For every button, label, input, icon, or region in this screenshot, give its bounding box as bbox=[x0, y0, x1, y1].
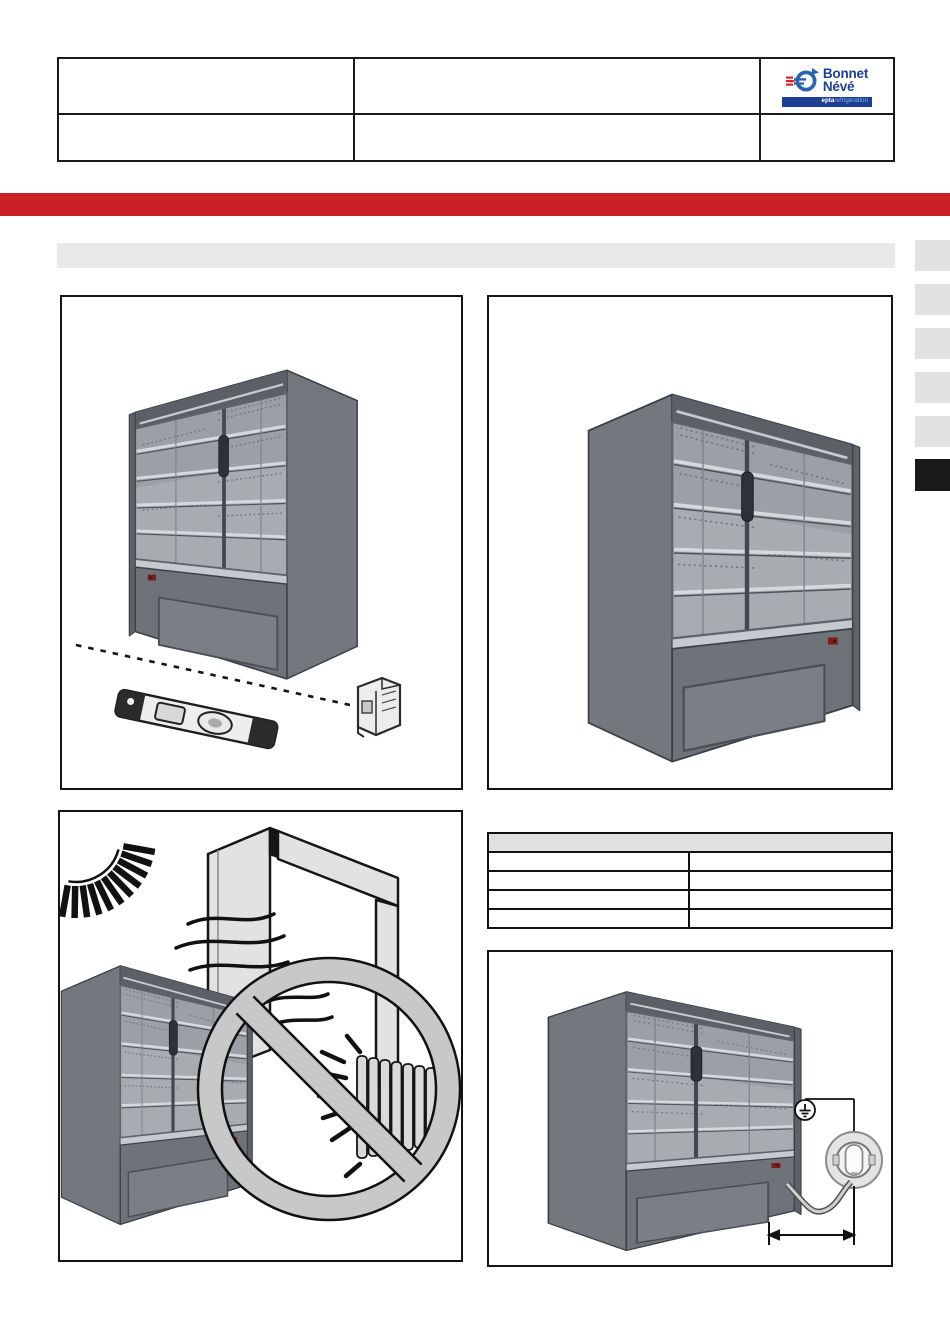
bonnet-neve-logo-icon bbox=[786, 66, 820, 96]
header-table bbox=[57, 57, 895, 162]
spec-table-row bbox=[489, 853, 891, 872]
logo-epta-bold: epta bbox=[821, 97, 835, 105]
tape-measure-icon bbox=[358, 678, 400, 737]
side-tab-active bbox=[915, 459, 950, 491]
bonnet-neve-logo bbox=[782, 66, 872, 107]
spec-cell-label bbox=[489, 853, 690, 870]
side-tab-4 bbox=[915, 372, 950, 403]
header-cell-r1c1 bbox=[355, 115, 761, 160]
spec-cell-label bbox=[489, 910, 690, 927]
header-cell-r1c0 bbox=[59, 115, 355, 160]
spec-cell-value bbox=[690, 853, 891, 870]
spirit-level-icon bbox=[114, 689, 278, 749]
spec-cell-label bbox=[489, 891, 690, 908]
sun-rays-icon bbox=[62, 846, 155, 918]
header-cell-r1c2 bbox=[761, 115, 893, 160]
power-socket-icon bbox=[826, 1132, 882, 1188]
spec-cell-label bbox=[489, 872, 690, 889]
logo-epta-rest: refrigeration bbox=[834, 97, 868, 105]
spec-table-row bbox=[489, 872, 891, 891]
earth-ground-icon bbox=[795, 1099, 854, 1132]
spec-table-row bbox=[489, 910, 891, 927]
spec-cell-value bbox=[690, 891, 891, 908]
spec-table-header bbox=[489, 834, 891, 853]
spec-cell-value bbox=[690, 872, 891, 889]
spec-table-row bbox=[489, 891, 891, 910]
logo-wordmark bbox=[823, 68, 868, 93]
figure-panel-power-connection bbox=[487, 950, 893, 1267]
spec-cell-value bbox=[690, 910, 891, 927]
logo-wordmark-line2: Névé bbox=[822, 78, 855, 94]
side-tab-1 bbox=[915, 240, 950, 271]
logo-cell bbox=[761, 59, 893, 115]
figure-panel-leveling bbox=[60, 295, 463, 790]
spec-table bbox=[487, 832, 893, 929]
side-tab-3 bbox=[915, 328, 950, 359]
side-tab-5 bbox=[915, 416, 950, 447]
header-cell-r0c1 bbox=[355, 59, 761, 115]
section-title-bar bbox=[57, 243, 895, 268]
figure-panel-heat-warning bbox=[58, 810, 463, 1262]
logo-wordmark-line1: Bonnet bbox=[822, 66, 869, 81]
red-divider-band bbox=[0, 193, 950, 216]
side-tab-2 bbox=[915, 284, 950, 315]
header-cell-r0c0 bbox=[59, 59, 355, 115]
figure-panel-cabinet-view bbox=[487, 295, 893, 790]
logo-epta-bar bbox=[782, 97, 872, 107]
